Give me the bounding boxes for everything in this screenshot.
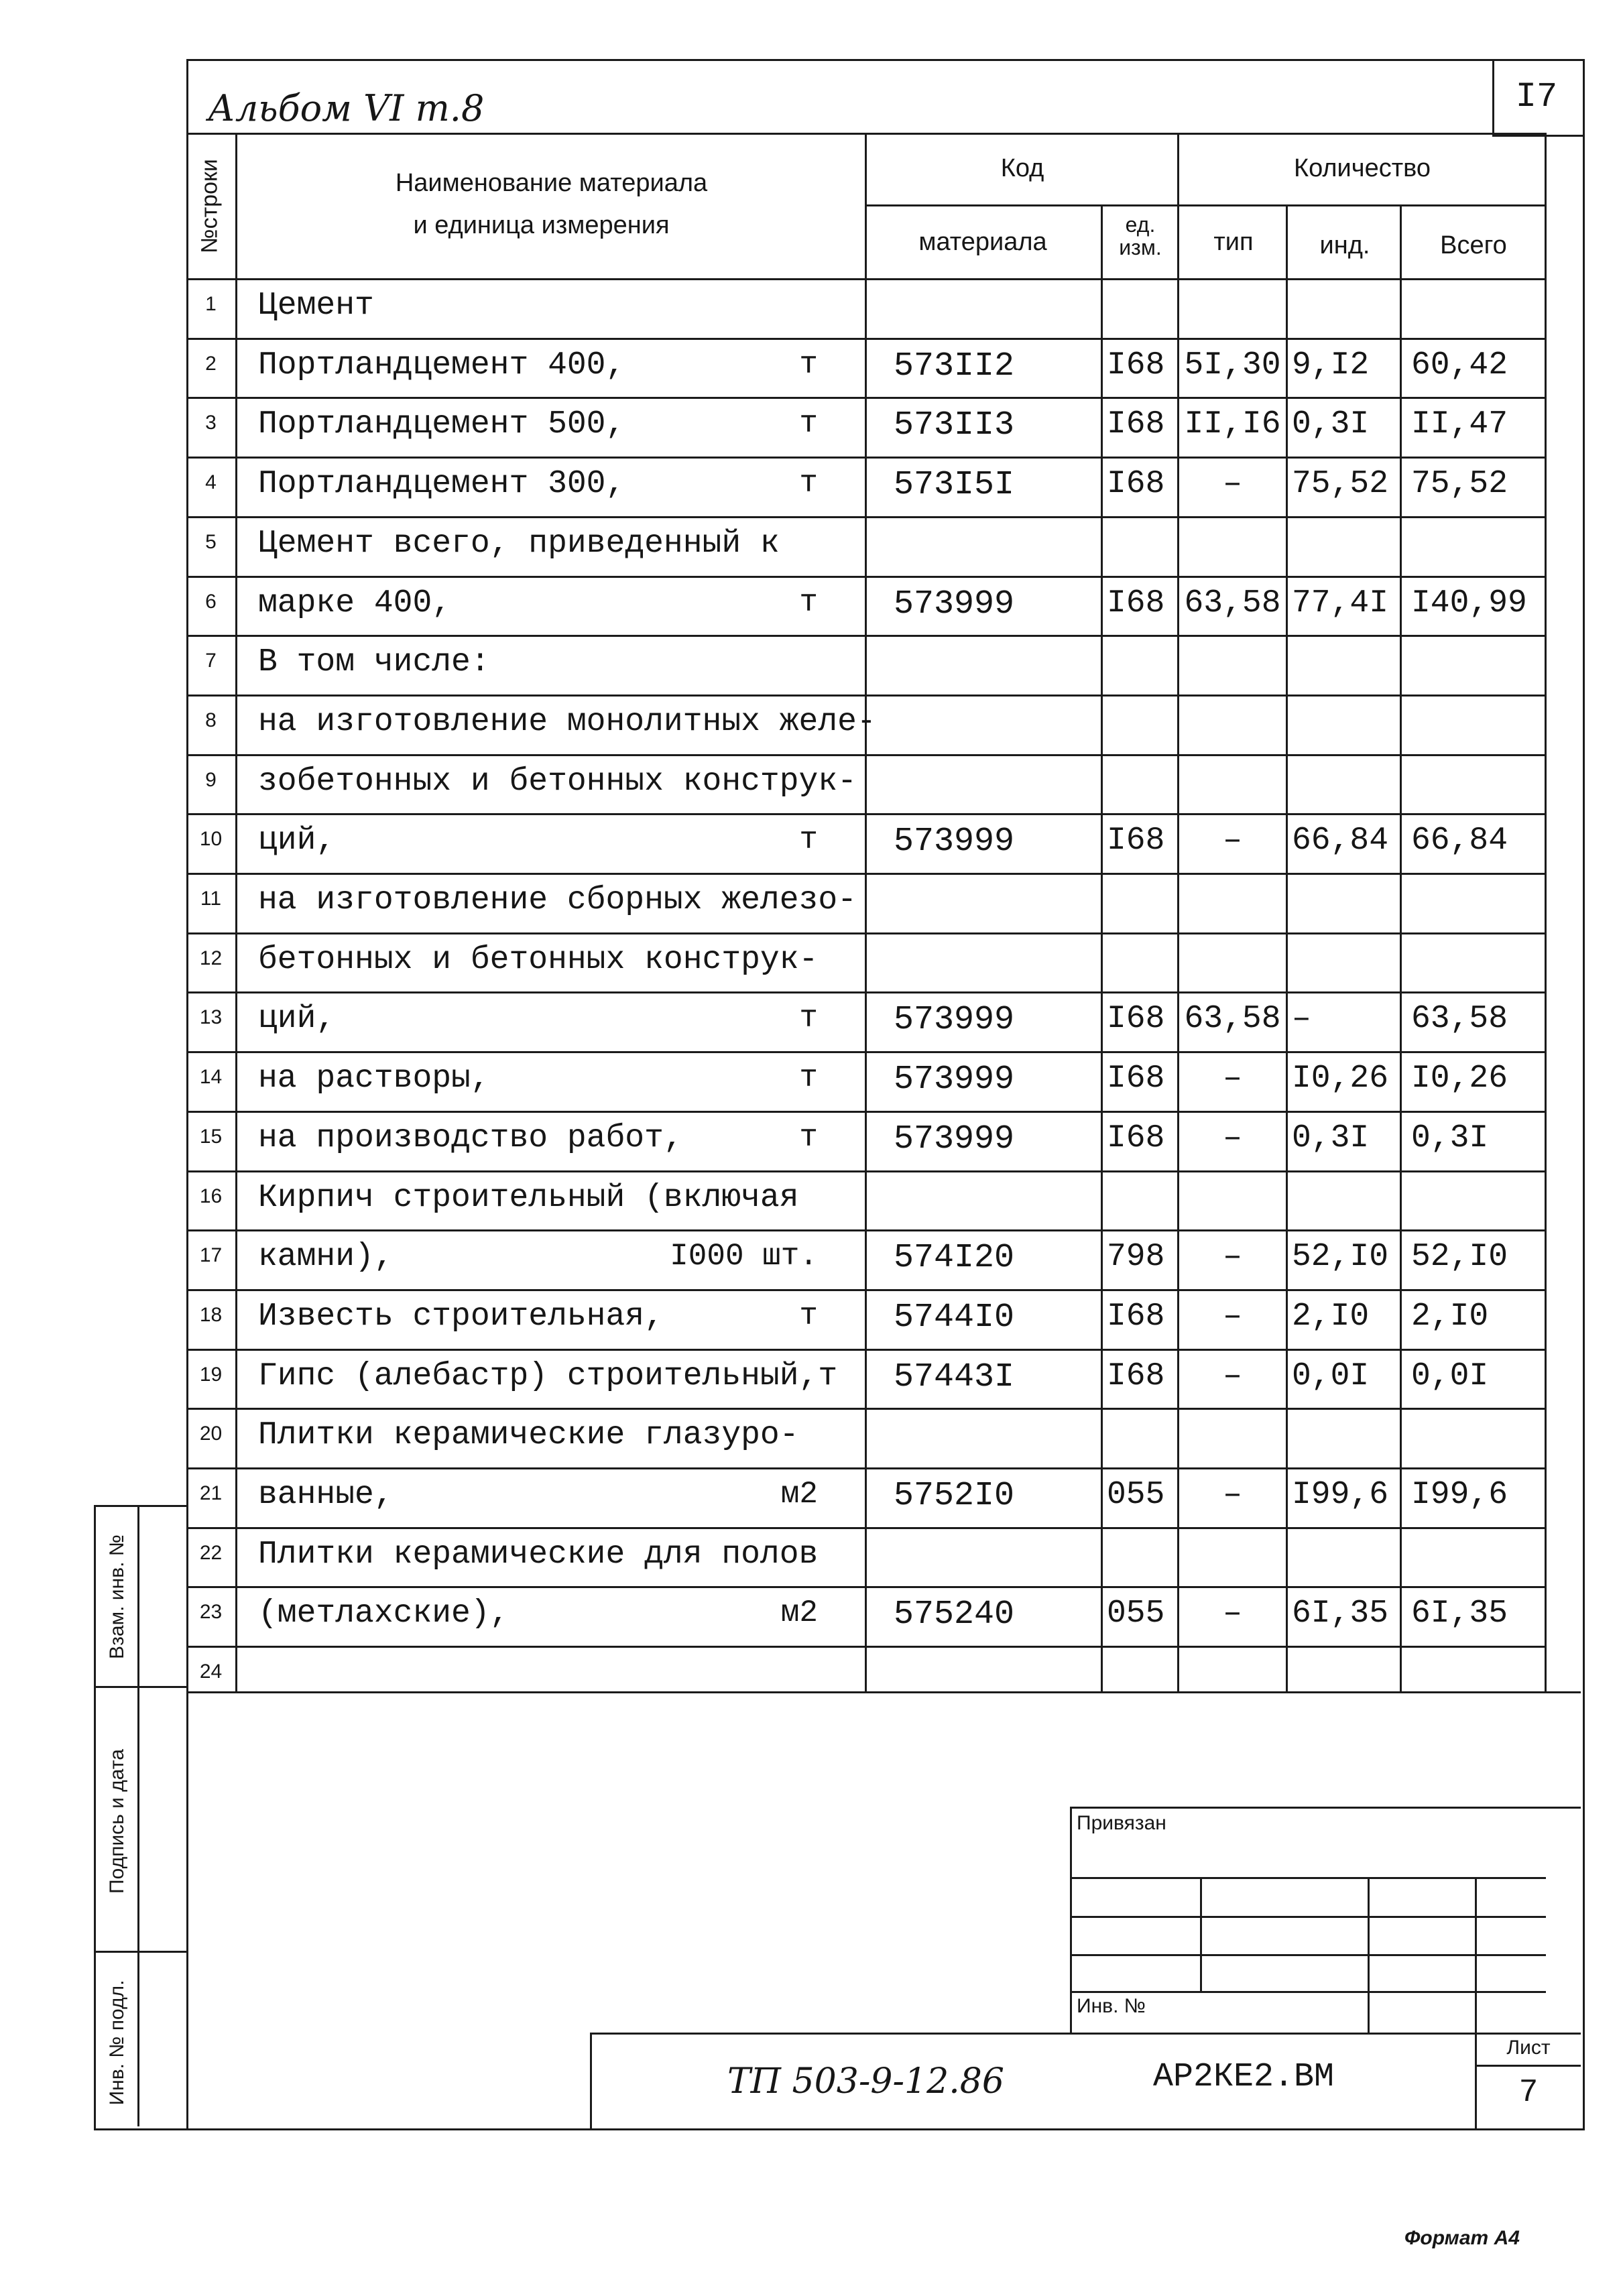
- row-number: 9: [205, 769, 217, 791]
- qty-total: I99,6: [1411, 1477, 1508, 1513]
- qty-type: –: [1223, 823, 1242, 859]
- row-line: [186, 1586, 1545, 1588]
- material-name: на растворы,: [258, 1061, 490, 1097]
- binding-inv-podl-label: Инв. № подл.: [106, 1980, 128, 2106]
- row-line: [186, 813, 1545, 815]
- stamp-sheet-left: [1475, 2033, 1477, 2128]
- row-number: 8: [205, 709, 217, 731]
- material-name: Известь строительная,: [258, 1298, 664, 1335]
- row-number: 17: [199, 1244, 223, 1266]
- qty-type: –: [1223, 1595, 1242, 1632]
- stamp-sheet-no: 7: [1518, 2075, 1539, 2111]
- material-name: на изготовление монолитных желе-: [258, 704, 876, 740]
- material-name: Цемент: [258, 288, 374, 324]
- row-number: 23: [199, 1601, 223, 1623]
- row-number: 19: [199, 1364, 223, 1386]
- material-code: 574I20: [894, 1239, 1015, 1277]
- row-number: 16: [199, 1185, 223, 1207]
- unit-code: I68: [1107, 466, 1165, 502]
- unit-code: I68: [1107, 347, 1165, 383]
- album-note: Альбом VI т.8: [208, 87, 485, 129]
- material-unit: т: [799, 1298, 818, 1333]
- row-line: [186, 635, 1545, 637]
- binding-vzam-label: Взам. инв. №: [106, 1534, 128, 1659]
- stamp-sheet-mid: [1475, 2065, 1581, 2067]
- material-name: Цемент всего, приведенный к: [258, 526, 780, 562]
- qty-type: –: [1223, 1239, 1242, 1275]
- row-number: 20: [199, 1423, 223, 1445]
- qty-ind: 75,52: [1292, 466, 1389, 502]
- header-qty-type: тип: [1213, 228, 1254, 256]
- row-number: 14: [199, 1066, 223, 1088]
- qty-type: II,I6: [1184, 406, 1281, 442]
- qty-ind: 2,I0: [1292, 1298, 1370, 1335]
- qty-ind: 0,3I: [1292, 1120, 1370, 1156]
- material-code: 573999: [894, 1001, 1015, 1039]
- header-sub-line: [865, 204, 1545, 206]
- material-unit: м2: [780, 1595, 818, 1630]
- row-line: [186, 991, 1545, 993]
- material-unit: I000 шт.: [670, 1239, 818, 1274]
- header-qty-ind: инд.: [1319, 231, 1370, 259]
- material-unit: т: [799, 823, 818, 857]
- row-number: 6: [205, 591, 217, 613]
- row-line: [186, 338, 1545, 340]
- unit-code: 798: [1107, 1239, 1165, 1275]
- material-name: Кирпич строительный (включая: [258, 1180, 799, 1216]
- row-number: 18: [199, 1304, 223, 1326]
- row-number: 12: [199, 947, 223, 969]
- row-number: 5: [205, 531, 217, 553]
- qty-total: 66,84: [1411, 823, 1508, 859]
- qty-total: 52,I0: [1411, 1239, 1508, 1275]
- row-number: 7: [205, 650, 217, 672]
- row-number: 10: [199, 828, 223, 850]
- row-number: 13: [199, 1006, 223, 1028]
- stamp-inv-no: Инв. №: [1077, 1995, 1146, 2017]
- material-name: зобетонных и бетонных конструк-: [258, 764, 857, 800]
- material-name: камни),: [258, 1239, 394, 1275]
- row-line: [186, 576, 1545, 578]
- stamp-col-3: [1475, 1877, 1477, 2035]
- qty-type: –: [1223, 1358, 1242, 1394]
- row-line: [186, 1111, 1545, 1113]
- table-bottom-line: [186, 1691, 1581, 1693]
- qty-total: 0,3I: [1411, 1120, 1489, 1156]
- material-code: 5744I0: [894, 1298, 1015, 1337]
- row-line: [186, 1408, 1545, 1410]
- header-qty-group: Количество: [1293, 154, 1431, 182]
- row-number: 1: [205, 293, 217, 315]
- row-line: [186, 754, 1545, 756]
- row-line: [186, 1527, 1545, 1529]
- qty-total: 0,0I: [1411, 1358, 1489, 1394]
- stamp-top-line: [1070, 1807, 1581, 1809]
- material-name: Гипс (алебастр) строительный,т: [258, 1358, 838, 1394]
- header-name-line2: и единица измерения: [413, 211, 670, 239]
- qty-type: –: [1223, 1120, 1242, 1156]
- qty-type: –: [1223, 1298, 1242, 1335]
- material-unit: т: [799, 585, 818, 620]
- row-line: [186, 397, 1545, 399]
- unit-code: I68: [1107, 406, 1165, 442]
- qty-ind: 66,84: [1292, 823, 1389, 859]
- material-unit: т: [799, 347, 818, 382]
- qty-total: I0,26: [1411, 1061, 1508, 1097]
- header-code-material: материала: [918, 228, 1047, 256]
- qty-ind: 6I,35: [1292, 1595, 1389, 1632]
- binding-inner-line: [137, 1505, 139, 2126]
- row-line: [186, 873, 1545, 875]
- qty-ind: 77,4I: [1292, 585, 1389, 621]
- qty-type: 5I,30: [1184, 347, 1281, 383]
- material-unit: т: [799, 1120, 818, 1155]
- unit-code: I68: [1107, 1298, 1165, 1335]
- row-number: 15: [199, 1126, 223, 1148]
- row-line: [186, 694, 1545, 697]
- qty-type: –: [1223, 1061, 1242, 1097]
- material-code: 573999: [894, 1061, 1015, 1099]
- stamp-doc-code: ТП 503-9-12.86: [727, 2061, 1004, 2102]
- header-name-line1: Наименование материала: [395, 169, 708, 197]
- qty-ind: 0,0I: [1292, 1358, 1370, 1394]
- unit-code: I68: [1107, 1358, 1165, 1394]
- binding-podpis-label: Подпись и дата: [106, 1749, 128, 1894]
- format-label: Формат А4: [1404, 2227, 1520, 2249]
- binding-div-2: [94, 1951, 186, 1953]
- header-code-unit: ед. изм.: [1119, 213, 1162, 259]
- row-line: [186, 932, 1545, 934]
- material-name: бетонных и бетонных конструк-: [258, 942, 819, 978]
- qty-ind: I99,6: [1292, 1477, 1389, 1513]
- unit-code: 055: [1107, 1477, 1165, 1513]
- stamp-main-left: [590, 2033, 592, 2128]
- material-name: ванные,: [258, 1477, 394, 1513]
- material-name: Плитки керамические глазуро-: [258, 1417, 799, 1453]
- row-line: [186, 516, 1545, 518]
- stamp-col-2: [1368, 1877, 1370, 2035]
- unit-code: I68: [1107, 1001, 1165, 1037]
- qty-total: 2,I0: [1411, 1298, 1489, 1335]
- qty-total: 6I,35: [1411, 1595, 1508, 1632]
- row-number: 11: [200, 888, 222, 910]
- material-code: 5752I0: [894, 1477, 1015, 1515]
- stamp-left-line: [1070, 1807, 1072, 2035]
- material-name: на изготовление сборных железо-: [258, 882, 857, 918]
- row-line: [186, 1646, 1545, 1648]
- row-line: [186, 1289, 1545, 1291]
- row-number: 21: [199, 1482, 223, 1504]
- unit-code: I68: [1107, 1061, 1165, 1097]
- qty-ind: 9,I2: [1292, 347, 1370, 383]
- header-code-group: Код: [1000, 154, 1044, 182]
- row-number: 22: [199, 1542, 223, 1564]
- material-name: Портландцемент 400,: [258, 347, 625, 383]
- material-unit: т: [799, 406, 818, 441]
- unit-code: I68: [1107, 823, 1165, 859]
- qty-type: –: [1223, 466, 1242, 502]
- row-number: 24: [199, 1660, 223, 1683]
- qty-type: 63,58: [1184, 1001, 1281, 1037]
- header-qty-total: Всего: [1440, 231, 1507, 259]
- qty-ind: –: [1292, 1001, 1311, 1037]
- row-line: [186, 457, 1545, 459]
- qty-type: –: [1223, 1477, 1242, 1513]
- material-unit: т: [799, 466, 818, 501]
- row-line: [186, 1349, 1545, 1351]
- material-name: ций,: [258, 823, 336, 859]
- row-line: [186, 1467, 1545, 1469]
- stamp-sheet-label: Лист: [1506, 2037, 1551, 2059]
- stamp-col-1: [1200, 1877, 1202, 1991]
- material-code: 573999: [894, 1120, 1015, 1158]
- material-code: 573I5I: [894, 466, 1015, 504]
- qty-total: 63,58: [1411, 1001, 1508, 1037]
- unit-code: I68: [1107, 1120, 1165, 1156]
- header-row-no: №строки: [196, 159, 223, 253]
- qty-total: 75,52: [1411, 466, 1508, 502]
- material-code: 573999: [894, 823, 1015, 861]
- material-code: 575240: [894, 1595, 1015, 1634]
- qty-total: 60,42: [1411, 347, 1508, 383]
- material-unit: т: [799, 1061, 818, 1095]
- material-name: ций,: [258, 1001, 336, 1037]
- qty-ind: I0,26: [1292, 1061, 1389, 1097]
- stamp-doc-mark: АР2КЕ2.ВМ: [1153, 2058, 1335, 2096]
- material-code: 57443I: [894, 1358, 1015, 1396]
- row-number: 3: [205, 412, 217, 434]
- material-code: 573II2: [894, 347, 1015, 385]
- qty-total: I40,99: [1411, 585, 1527, 621]
- material-unit: м2: [780, 1477, 818, 1512]
- row-line: [186, 1229, 1545, 1231]
- stamp-main-top: [590, 2033, 1581, 2035]
- material-name: (метлахские),: [258, 1595, 509, 1632]
- material-name: Плитки керамические для полов: [258, 1536, 819, 1573]
- col-line-rowno: [235, 133, 237, 1693]
- unit-code: I68: [1107, 585, 1165, 621]
- material-name: В том числе:: [258, 644, 490, 680]
- material-unit: т: [799, 1001, 818, 1036]
- row-number: 4: [205, 471, 217, 493]
- page-number: I7: [1515, 77, 1558, 117]
- qty-ind: 52,I0: [1292, 1239, 1389, 1275]
- unit-code: 055: [1107, 1595, 1165, 1632]
- row-number: 2: [205, 353, 217, 375]
- binding-div-1: [94, 1686, 186, 1688]
- qty-type: 63,58: [1184, 585, 1281, 621]
- row-line: [186, 1170, 1545, 1172]
- stamp-privyazan: Привязан: [1077, 1812, 1166, 1834]
- material-name: на производство работ,: [258, 1120, 683, 1156]
- qty-total: II,47: [1411, 406, 1508, 442]
- row-line: [186, 1051, 1545, 1053]
- material-name: Портландцемент 300,: [258, 466, 625, 502]
- material-name: Портландцемент 500,: [258, 406, 625, 442]
- material-name: марке 400,: [258, 585, 452, 621]
- material-code: 573II3: [894, 406, 1015, 444]
- material-code: 573999: [894, 585, 1015, 623]
- qty-ind: 0,3I: [1292, 406, 1370, 442]
